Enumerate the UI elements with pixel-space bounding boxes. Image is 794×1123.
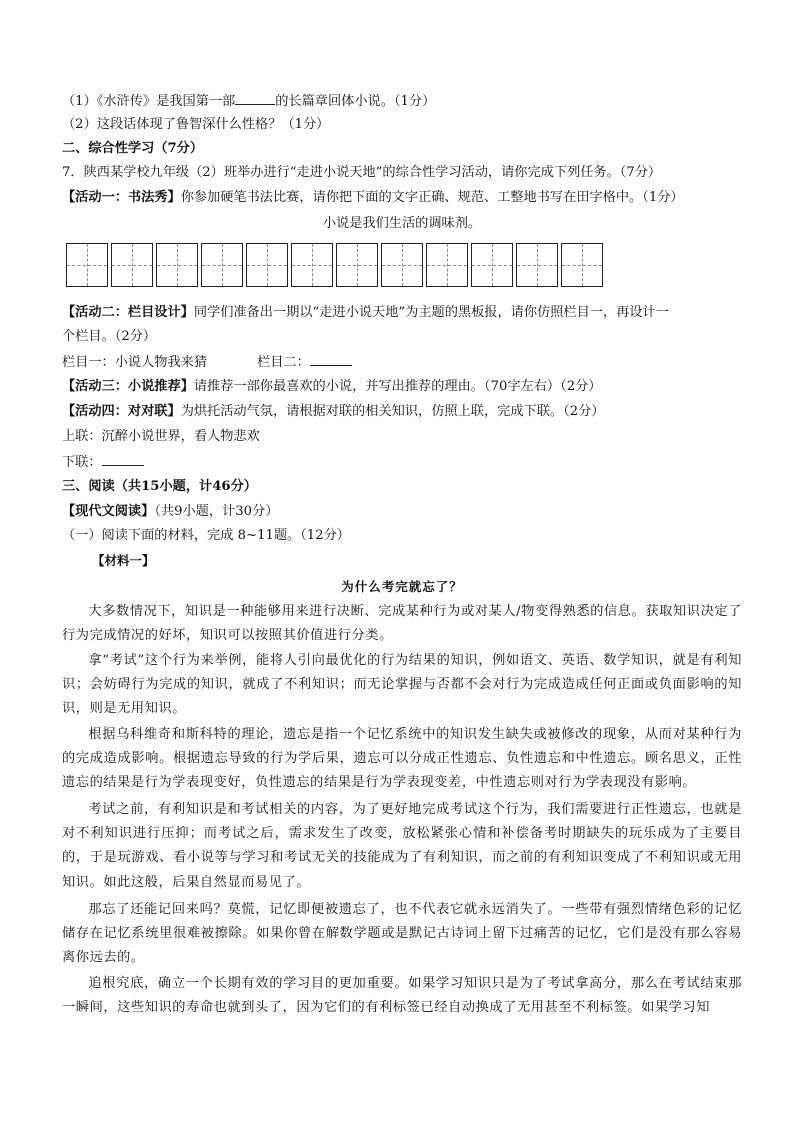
- column-1: 栏目一：小说人物我来猜: [62, 355, 208, 370]
- activity-2-line: [62, 302, 742, 324]
- question-1-line: [62, 90, 742, 113]
- tianzige-cell[interactable]: [156, 243, 198, 287]
- lower-couplet-line: [62, 451, 742, 474]
- paragraph: 大多数情况下，知识是一种能够用来进行决断、完成某种行为或对某人/物变得熟悉的信息。获取知识决定了行为完成情况的好坏，知识可以按照其价值进行分类。: [62, 604, 742, 644]
- tianzige-cell[interactable]: [246, 243, 288, 287]
- tianzige-cell[interactable]: [201, 243, 243, 287]
- activity-2-text-cont: 个栏目。（2分）: [62, 329, 157, 344]
- answer-blank-1[interactable]: [235, 90, 275, 105]
- activity-2-text: 同学们准备出一期以“走进小说天地”为主题的黑板报，请你仿照栏目一，再设计一: [193, 305, 669, 320]
- paragraph: 那忘了还能记回来吗？莫慌，记忆即便被遗忘了，也不代表它就永远消失了。一些带有强烈情绪色彩的记忆储存在记忆系统里很难被擦除。如果你曾在解数学题或是默记古诗词上留下过痛苦的记忆，它们是没有那么容易离你远去的。: [62, 902, 742, 966]
- question-1-prefix: （1）《水浒传》是我国第一部: [62, 94, 236, 109]
- activity-4-line: [62, 401, 742, 423]
- activity-1-line: [62, 187, 742, 209]
- activity-2-tag: 【活动二：栏目设计】: [62, 305, 194, 320]
- tianzige-cell[interactable]: [66, 243, 108, 287]
- activity-3-text: 请推荐一部你最喜欢的小说，并写出推荐的理由。（70字左右）（2分）: [193, 379, 602, 394]
- activity-1-tag: 【活动一：书法秀】: [62, 190, 181, 205]
- activity-3-tag: 【活动三：小说推荐】: [62, 379, 194, 394]
- tianzige-grid[interactable]: [66, 243, 603, 287]
- modern-reading-line: [62, 501, 742, 523]
- modern-reading-tag: 【现代文阅读】: [62, 504, 155, 519]
- tianzige-cell[interactable]: [381, 243, 423, 287]
- tianzige-cell[interactable]: [426, 243, 468, 287]
- upper-couplet: 上联：沉醉小说世界，看人物悲欢: [62, 429, 260, 444]
- tianzige-cell[interactable]: [516, 243, 558, 287]
- tianzige-cell[interactable]: [336, 243, 378, 287]
- activity-1-text: 你参加硬笔书法比赛，请你把下面的文字正确、规范、工整地书写在田字格中。（1分）: [180, 190, 684, 205]
- part-1-instruction: （一）阅读下面的材料，完成 8~11题。（12分）: [62, 528, 350, 543]
- modern-reading-text: （共9小题，计30分）: [154, 504, 279, 519]
- tianzige-cell[interactable]: [561, 243, 603, 287]
- answer-blank-column-2[interactable]: [310, 351, 352, 366]
- question-7: 7．陕西某学校九年级（2）班举办进行“走进小说天地”的综合性学习活动，请你完成下列任务。（7分）: [62, 165, 662, 180]
- tianzige-cell[interactable]: [291, 243, 333, 287]
- article-title: 为什么考完就忘了？: [341, 579, 463, 594]
- section-3-title: 三、阅读（共15小题，计46分）: [62, 479, 257, 494]
- paragraph: 拿“考试”这个行为来举例，能将人引向最优化的行为结果的知识，例如语文、英语、数学知识，就是有利知识；会妨碍行为完成的知识，就成了不利知识；而无论掌握与否都不会对行为完成造成任何正面或负面影响的知识，则是无用知识。: [62, 653, 742, 717]
- activity-3-line: [62, 376, 742, 398]
- section-2-title: 二、综合性学习（7分）: [62, 141, 204, 156]
- question-2: （2）这段话体现了鲁智深什么性格？（1分）: [62, 117, 330, 132]
- calligraphy-sentence: 小说是我们生活的调味剂。: [322, 216, 482, 231]
- tianzige-cell[interactable]: [111, 243, 153, 287]
- columns-line: [62, 351, 742, 374]
- activity-4-text: 为烘托活动气氛，请根据对联的相关知识，仿照上联，完成下联。（2分）: [180, 404, 605, 419]
- answer-blank-couplet[interactable]: [102, 451, 144, 466]
- material-1-label: 【材料一】: [92, 553, 155, 568]
- column-2-label: 栏目二：: [257, 355, 310, 370]
- paragraph: 考试之前，有利知识是和考试相关的内容，为了更好地完成考试这个行为，我们需要进行正性遗忘，也就是对不利知识进行压抑；而考试之后，需求发生了改变，放松紧张心情和补偿备考时期缺失的玩乐成为了主要目的，于是玩游戏、看小说等与学习和考试无关的技能成为了有利知识，而之前的有利知识变成了不利知识或无用知识。如此这般，后果自然显而易见了。: [62, 802, 742, 890]
- question-1-suffix: 的长篇章回体小说。（1分）: [275, 94, 436, 109]
- activity-4-tag: 【活动四：对对联】: [62, 404, 181, 419]
- lower-couplet-label: 下联：: [62, 455, 102, 470]
- paragraph: 追根究底，确立一个长期有效的学习目的更加重要。如果学习知识只是为了考试拿高分，那么在考试结束那一瞬间，这些知识的寿命也就到头了，因为它们的有利标签已经自动换成了无用甚至不利标签。如果学习知: [62, 976, 742, 1016]
- paragraph: 根据乌科维奇和斯科特的理论，遗忘是指一个记忆系统中的知识发生缺失或被修改的现象，从而对某种行为的完成造成影响。根据遗忘导致的行为学后果，遗忘可以分成正性遗忘、负性遗忘和中性遗忘。顾名思义，正性遗忘的结果是行为学表现变好，负性遗忘的结果是行为学表现变差，中性遗忘则对行为学表现没有影响。: [62, 727, 742, 791]
- tianzige-cell[interactable]: [471, 243, 513, 287]
